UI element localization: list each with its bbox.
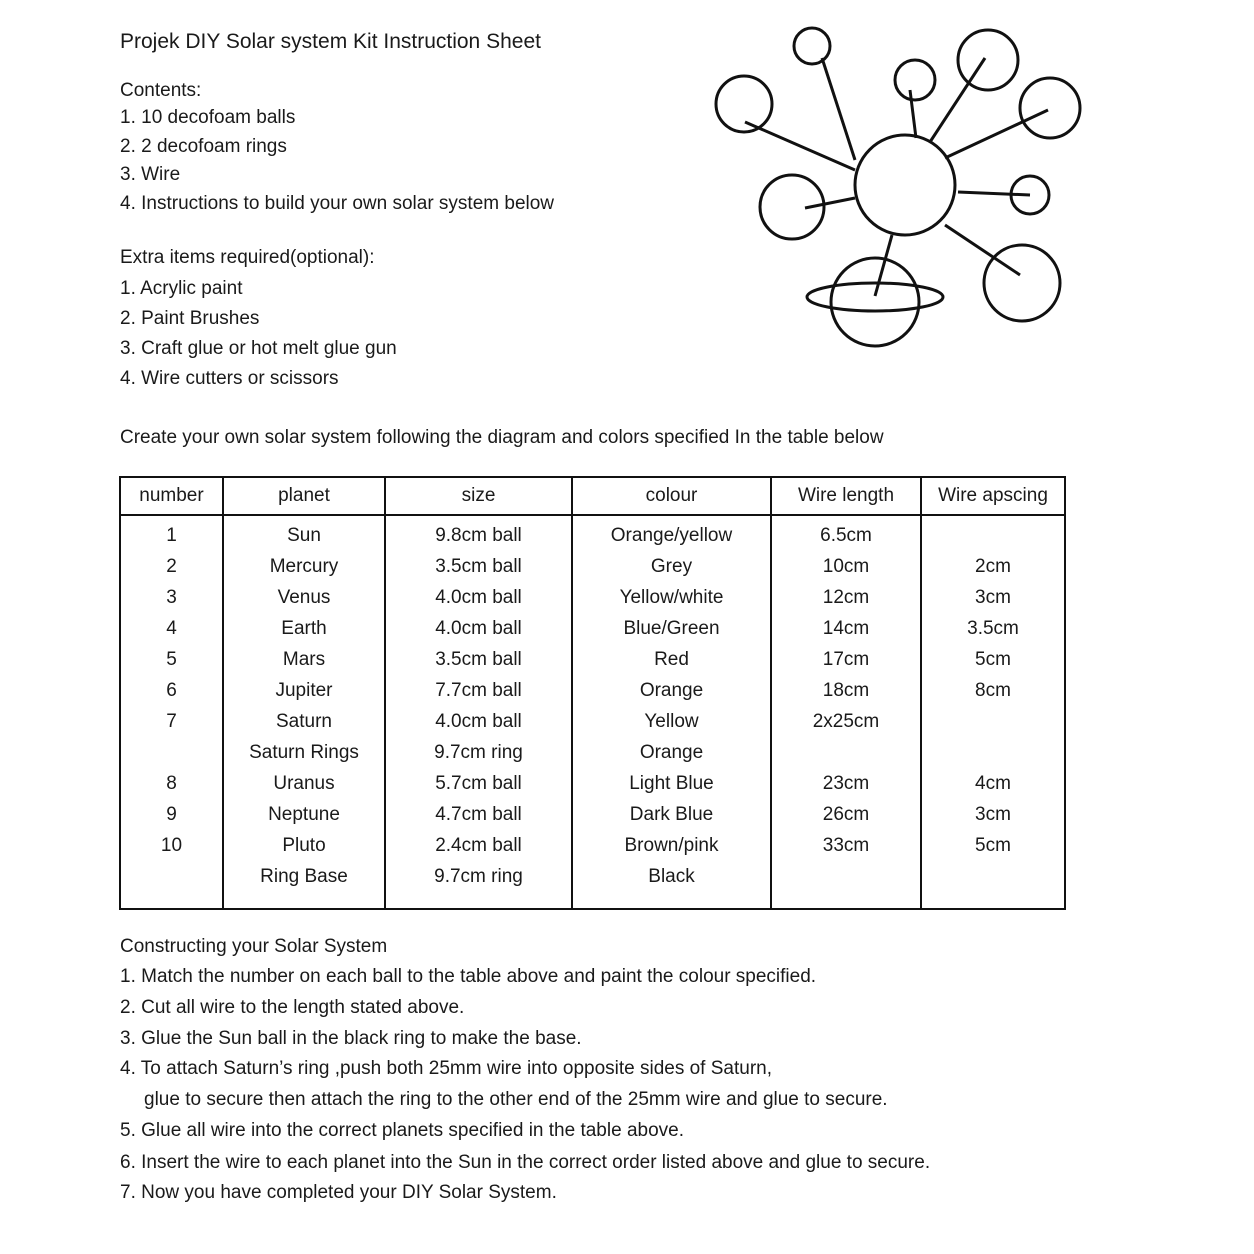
cell-colour: Orange	[572, 675, 771, 706]
cell-wire-spacing: 2cm	[921, 551, 1065, 582]
cell-size: 2.4cm ball	[385, 830, 572, 861]
cell-number: 4	[120, 613, 223, 644]
cell-wire-length: 14cm	[771, 613, 921, 644]
cell-number: 10	[120, 830, 223, 861]
cell-wire-spacing: 8cm	[921, 675, 1065, 706]
cell-size: 4.0cm ball	[385, 582, 572, 613]
table-intro: Create your own solar system following the diagram and colors specified In the table below	[120, 427, 884, 448]
construction-step: 4. To attach Saturn’s ring ,push both 25mm wire into opposite sides of Saturn,	[120, 1058, 773, 1079]
cell-size: 9.8cm ball	[385, 515, 572, 551]
cell-colour: Red	[572, 644, 771, 675]
construction-step: 2. Cut all wire to the length stated above.	[120, 997, 465, 1018]
table-row	[120, 582, 1065, 613]
cell-wire-spacing: 5cm	[921, 644, 1065, 675]
table-row	[120, 644, 1065, 675]
cell-planet: Mars	[223, 644, 385, 675]
contents-heading: Contents:	[120, 80, 202, 101]
table-row	[120, 551, 1065, 582]
planet-table	[119, 476, 1066, 910]
empty-cell	[120, 892, 223, 909]
cell-wire-length: 18cm	[771, 675, 921, 706]
cell-wire-length: 23cm	[771, 768, 921, 799]
contents-item: 4. Instructions to build your own solar system below	[120, 193, 555, 214]
table-row	[120, 675, 1065, 706]
construction-step: 1. Match the number on each ball to the table above and paint the colour specified.	[120, 966, 817, 987]
cell-size: 3.5cm ball	[385, 551, 572, 582]
table-row	[120, 737, 1065, 768]
cell-wire-spacing: 3cm	[921, 799, 1065, 830]
cell-wire-spacing: 3cm	[921, 582, 1065, 613]
cell-planet: Earth	[223, 613, 385, 644]
construction-step: 5. Glue all wire into the correct planets specified in the table above.	[120, 1120, 684, 1141]
cell-wire-length	[771, 861, 921, 892]
cell-number: 9	[120, 799, 223, 830]
cell-planet: Uranus	[223, 768, 385, 799]
table-row	[120, 830, 1065, 861]
column-header-wire-spacing: Wire apscing	[921, 477, 1065, 515]
cell-number: 7	[120, 706, 223, 737]
contents-item: 2. 2 decofoam rings	[120, 136, 287, 157]
cell-number	[120, 737, 223, 768]
cell-colour: Orange/yellow	[572, 515, 771, 551]
table-row	[120, 861, 1065, 892]
extras-item: 2. Paint Brushes	[120, 308, 260, 329]
cell-colour: Light Blue	[572, 768, 771, 799]
cell-wire-spacing	[921, 515, 1065, 551]
table-row	[120, 706, 1065, 737]
cell-colour: Orange	[572, 737, 771, 768]
cell-wire-spacing	[921, 706, 1065, 737]
construction-step-continuation: glue to secure then attach the ring to the other end of the 25mm wire and glue to secure.	[144, 1089, 888, 1110]
table-body	[120, 515, 1065, 909]
table-row	[120, 613, 1065, 644]
cell-colour: Black	[572, 861, 771, 892]
cell-wire-length: 6.5cm	[771, 515, 921, 551]
empty-cell	[223, 892, 385, 909]
extras-item: 1. Acrylic paint	[120, 278, 243, 299]
construction-step: 3. Glue the Sun ball in the black ring to make the base.	[120, 1028, 582, 1049]
cell-number	[120, 861, 223, 892]
column-header-wire-length: Wire length	[771, 477, 921, 515]
cell-size: 5.7cm ball	[385, 768, 572, 799]
extras-item: 4. Wire cutters or scissors	[120, 368, 339, 389]
cell-planet: Jupiter	[223, 675, 385, 706]
cell-colour: Brown/pink	[572, 830, 771, 861]
cell-size: 4.0cm ball	[385, 613, 572, 644]
cell-wire-spacing: 3.5cm	[921, 613, 1065, 644]
construction-step: 7. Now you have completed your DIY Solar System.	[120, 1182, 557, 1203]
cell-wire-spacing: 4cm	[921, 768, 1065, 799]
table-bottom-spacer	[120, 892, 1065, 909]
cell-colour: Blue/Green	[572, 613, 771, 644]
cell-colour: Dark Blue	[572, 799, 771, 830]
solar-system-diagram	[700, 18, 1100, 358]
column-header-planet: planet	[223, 477, 385, 515]
page-title: Projek DIY Solar system Kit Instruction Sheet	[120, 30, 541, 53]
cell-colour: Yellow/white	[572, 582, 771, 613]
table-row	[120, 768, 1065, 799]
cell-wire-length	[771, 737, 921, 768]
extras-item: 3. Craft glue or hot melt glue gun	[120, 338, 397, 359]
cell-size: 4.7cm ball	[385, 799, 572, 830]
construction-heading: Constructing your Solar System	[120, 936, 388, 957]
cell-planet: Pluto	[223, 830, 385, 861]
cell-wire-length: 26cm	[771, 799, 921, 830]
table-row	[120, 515, 1065, 551]
cell-planet: Venus	[223, 582, 385, 613]
cell-number: 2	[120, 551, 223, 582]
cell-number: 1	[120, 515, 223, 551]
cell-planet: Ring Base	[223, 861, 385, 892]
empty-cell	[572, 892, 771, 909]
column-header-colour: colour	[572, 477, 771, 515]
contents-item: 3. Wire	[120, 164, 181, 185]
cell-planet: Neptune	[223, 799, 385, 830]
cell-wire-spacing	[921, 737, 1065, 768]
cell-wire-length: 2x25cm	[771, 706, 921, 737]
cell-wire-length: 10cm	[771, 551, 921, 582]
cell-colour: Grey	[572, 551, 771, 582]
cell-number: 3	[120, 582, 223, 613]
cell-colour: Yellow	[572, 706, 771, 737]
column-header-number: number	[120, 477, 223, 515]
cell-wire-length: 33cm	[771, 830, 921, 861]
cell-size: 7.7cm ball	[385, 675, 572, 706]
cell-number: 6	[120, 675, 223, 706]
cell-wire-length: 12cm	[771, 582, 921, 613]
empty-cell	[921, 892, 1065, 909]
cell-wire-length: 17cm	[771, 644, 921, 675]
cell-planet: Mercury	[223, 551, 385, 582]
cell-size: 9.7cm ring	[385, 861, 572, 892]
cell-wire-spacing: 5cm	[921, 830, 1065, 861]
cell-planet: Saturn Rings	[223, 737, 385, 768]
cell-number: 8	[120, 768, 223, 799]
cell-planet: Saturn	[223, 706, 385, 737]
empty-cell	[771, 892, 921, 909]
empty-cell	[385, 892, 572, 909]
column-header-size: size	[385, 477, 572, 515]
construction-step: 6. Insert the wire to each planet into the Sun in the correct order listed above and glue to secure.	[120, 1152, 931, 1173]
cell-size: 4.0cm ball	[385, 706, 572, 737]
cell-planet: Sun	[223, 515, 385, 551]
cell-size: 9.7cm ring	[385, 737, 572, 768]
contents-item: 1. 10 decofoam balls	[120, 107, 296, 128]
cell-wire-spacing	[921, 861, 1065, 892]
cell-number: 5	[120, 644, 223, 675]
table-row	[120, 799, 1065, 830]
extras-heading: Extra items required(optional):	[120, 247, 375, 268]
cell-size: 3.5cm ball	[385, 644, 572, 675]
table-header-row	[120, 477, 1065, 515]
